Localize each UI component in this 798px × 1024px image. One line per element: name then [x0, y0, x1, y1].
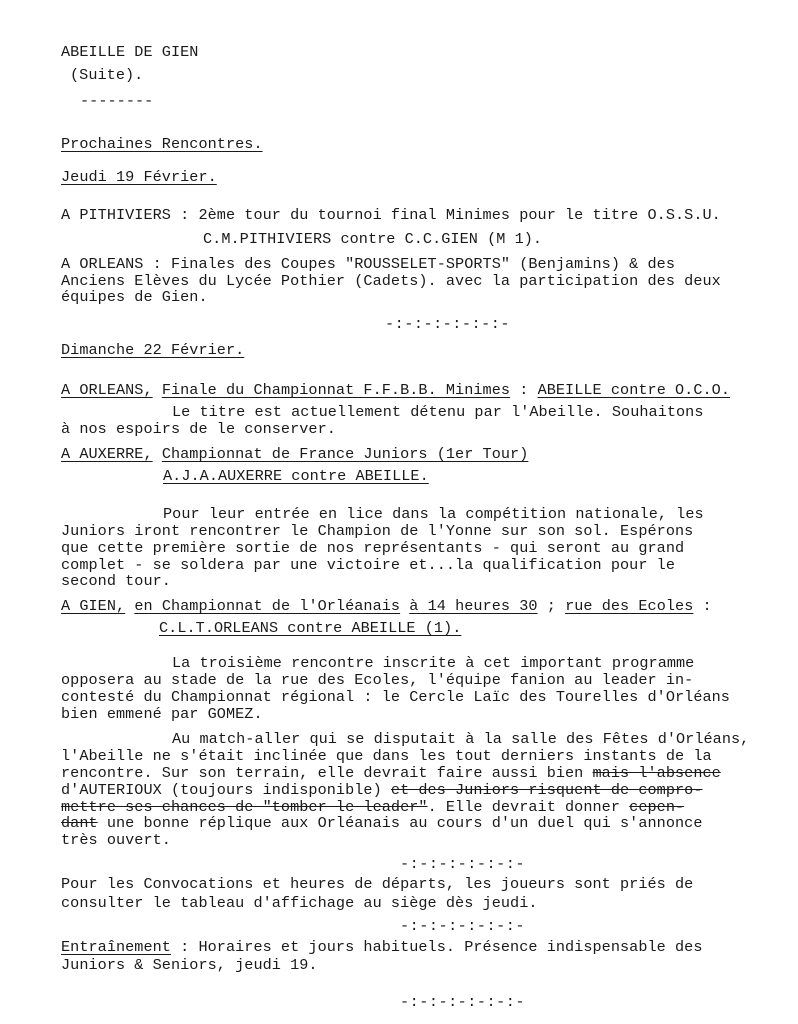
auxerre-line — [61, 446, 528, 462]
auxerre-para-4: complet - se soldera par une victoire et...la qualification pour le — [61, 556, 675, 574]
orleans-finales-line-3: équipes de Gien. — [61, 288, 208, 306]
doc-subtitle: (Suite). — [70, 66, 144, 84]
orleans-finale-line — [61, 382, 730, 398]
orleans-colon: : — [519, 381, 529, 399]
gien-place: A GIEN, — [61, 597, 126, 615]
gien-event: en Championnat de l'Orléanais — [134, 597, 401, 615]
gien-match: C.L.T.ORLEANS contre ABEILLE (1). — [159, 619, 462, 637]
entrainement-line-1 — [61, 939, 702, 955]
gien-para-b-4 — [61, 782, 702, 798]
gien-para-b-3 — [61, 765, 721, 781]
orleans-finales-line-2: Anciens Elèves du Lycée Pothier (Cadets). avec la participation des deux — [61, 272, 721, 290]
convocations-line-1: Pour les Convocations et heures de départs, les joueurs sont priés de — [61, 875, 694, 893]
auxerre-para-3: que cette première sortie de nos représentants - qui seront au grand — [61, 539, 685, 557]
gien-para-a-4: bien emmené par GOMEZ. — [61, 705, 263, 723]
gien-b4-text: d'AUTERIOUX (toujours indisponible) — [61, 781, 391, 799]
gien-separator: ; — [546, 597, 556, 615]
gien-para-a-2: opposera au stade de la rue des Ecoles, l'équipe fanion au leader in- — [61, 671, 694, 689]
gien-b4-strike: et des Juniors risquent de compro- — [390, 781, 703, 799]
gien-b5-strike-2: cepen- — [629, 798, 685, 816]
gien-para-b-6 — [61, 815, 702, 831]
gien-b5-text: . Elle devrait donner — [427, 798, 630, 816]
separator-3: -:-:-:-:-:-:- — [400, 917, 525, 935]
orleans-place: A ORLEANS, — [61, 381, 153, 399]
separator-2: -:-:-:-:-:-:- — [400, 855, 525, 873]
gien-para-b-1: Au match-aller qui se disputait à la salle des Fêtes d'Orléans, — [172, 730, 750, 748]
auxerre-place: A AUXERRE, — [61, 445, 153, 463]
gien-b6-strike: dant — [61, 814, 98, 832]
gien-para-b-2: l'Abeille ne s'était inclinée que dans les tout derniers instants de la — [61, 747, 712, 765]
gien-para-b-7: très ouvert. — [61, 831, 171, 849]
orleans-finales-line-1: A ORLEANS : Finales des Coupes "ROUSSELET-SPORTS" (Benjamins) & des — [61, 255, 675, 273]
gien-b3-strike: mais l'absence — [592, 764, 721, 782]
separator-4: -:-:-:-:-:-:- — [400, 993, 525, 1011]
pithiviers-line-2: C.M.PITHIVIERS contre C.C.GIEN (M 1). — [203, 230, 543, 248]
date-heading-dimanche: Dimanche 22 Février. — [61, 341, 245, 359]
auxerre-match: A.J.A.AUXERRE contre ABEILLE. — [163, 467, 429, 485]
section-heading-prochaines: Prochaines Rencontres. — [61, 135, 263, 153]
orleans-event: Finale du Championnat F.F.B.B. Minimes — [161, 381, 511, 399]
gien-b5-strike-1: mettre ses chances de "tomber le leader" — [61, 798, 428, 816]
entrainement-text: : Horaires et jours habituels. Présence indispensable des — [170, 938, 703, 956]
auxerre-para-2: Juniors iront rencontrer le Champion de l'Yonne sur son sol. Espérons — [61, 522, 694, 540]
gien-para-b-5 — [61, 799, 684, 815]
auxerre-event: Championnat de France Juniors (1er Tour) — [161, 445, 529, 463]
orleans-text-2: à nos espoirs de le conserver. — [61, 420, 336, 438]
pithiviers-line-1: A PITHIVIERS : 2ème tour du tournoi final Minimes pour le titre O.S.S.U. — [61, 206, 721, 224]
auxerre-para-1: Pour leur entrée en lice dans la compétition nationale, les — [163, 505, 704, 523]
title-rule: -------- — [80, 92, 154, 110]
orleans-match: ABEILLE contre O.C.O. — [537, 381, 731, 399]
gien-colon: : — [702, 597, 712, 615]
date-heading-jeudi: Jeudi 19 Février. — [61, 168, 217, 186]
gien-line — [61, 598, 712, 614]
entrainement-line-2: Juniors & Seniors, jeudi 19. — [61, 956, 318, 974]
convocations-line-2: consulter le tableau d'affichage au siège dès jeudi. — [61, 894, 538, 912]
gien-street: rue des Ecoles — [565, 597, 694, 615]
gien-para-a-1: La troisième rencontre inscrite à cet important programme — [172, 654, 695, 672]
separator-1: -:-:-:-:-:-:- — [385, 315, 510, 333]
orleans-text-1: Le titre est actuellement détenu par l'Abeille. Souhaitons — [172, 403, 704, 421]
gien-time: à 14 heures 30 — [409, 597, 538, 615]
gien-para-a-3: contesté du Championnat régional : le Cercle Laïc des Tourelles d'Orléans — [61, 688, 730, 706]
auxerre-para-5: second tour. — [61, 572, 171, 590]
entrainement-label: Entraînement — [61, 938, 171, 956]
gien-b6-text: une bonne réplique aux Orléanais au cours d'un duel qui s'annonce — [97, 814, 703, 832]
gien-b3-text: rencontre. Sur son terrain, elle devrait faire aussi bien — [61, 764, 593, 782]
doc-title: ABEILLE DE GIEN — [61, 43, 199, 61]
